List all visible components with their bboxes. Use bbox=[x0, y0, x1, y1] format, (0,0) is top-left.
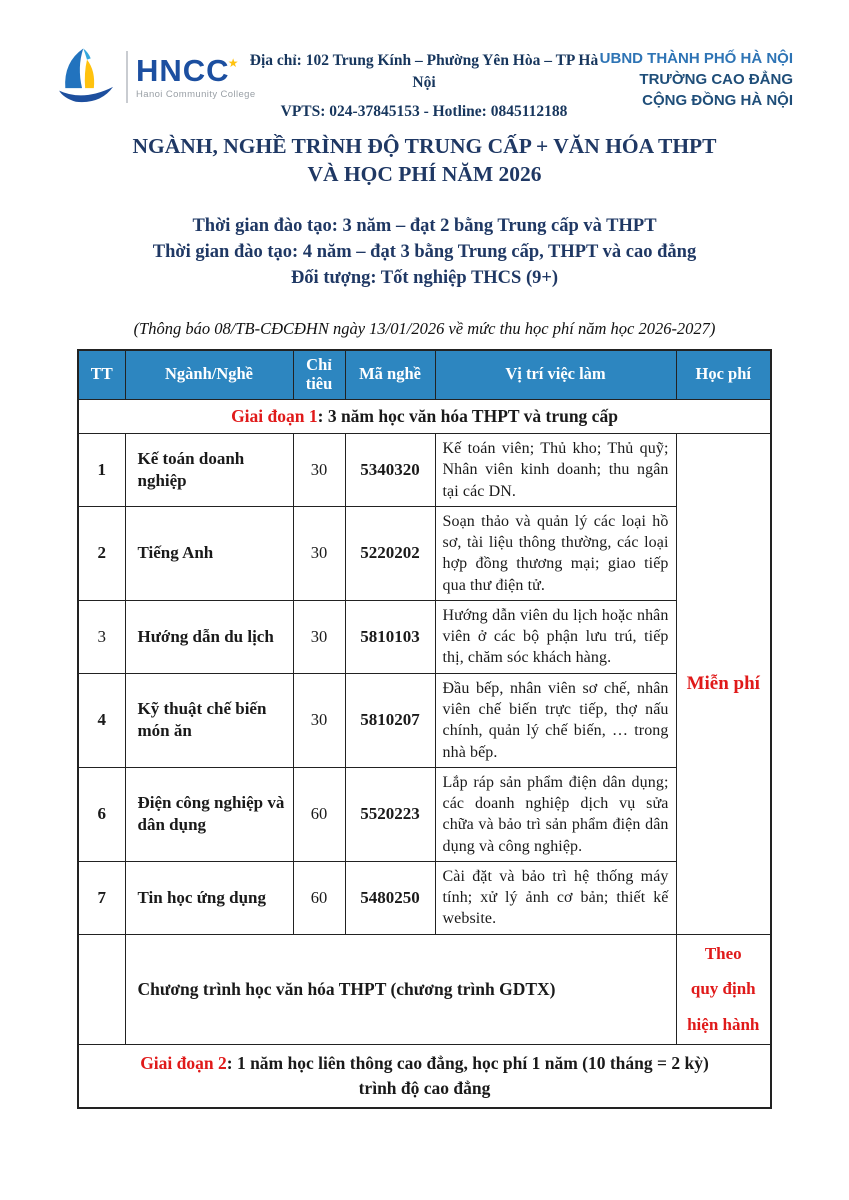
page-title-line1: NGÀNH, NGHỀ TRÌNH ĐỘ TRUNG CẤP + VĂN HÓA THPT bbox=[132, 134, 717, 158]
course-name: Tin học ứng dụng bbox=[125, 861, 293, 934]
page-title-line2: VÀ HỌC PHÍ NĂM 2026 bbox=[307, 161, 542, 186]
course-quota: 60 bbox=[293, 767, 345, 861]
org-parent-name: UBND THÀNH PHỐ HÀ NỘI bbox=[599, 50, 793, 67]
page-title bbox=[0, 133, 849, 189]
header-chi-tieu: Chỉ tiêu bbox=[293, 350, 345, 400]
course-jobs: Soạn thảo và quản lý các loại hồ sơ, tài liệu thông thường, các loại hợp đồng thương mại; giao tiếp qua thư điện tử. bbox=[435, 506, 676, 600]
course-jobs: Kế toán viên; Thủ kho; Thủ quỹ; Nhân viên kinh doanh; thu ngân tại các DN. bbox=[435, 434, 676, 507]
course-row-2 bbox=[78, 506, 771, 600]
logo-text bbox=[136, 52, 256, 100]
star-icon: ★ bbox=[227, 55, 240, 70]
course-code: 5810207 bbox=[345, 673, 435, 767]
program-summary bbox=[0, 213, 849, 292]
course-number: 2 bbox=[78, 506, 125, 600]
thpt-program-label: Chương trình học văn hóa THPT (chương trình GDTX) bbox=[125, 934, 676, 1044]
phase2-line1 bbox=[85, 1051, 764, 1076]
header-hoc-phi: Học phí bbox=[676, 350, 771, 400]
course-code: 5340320 bbox=[345, 434, 435, 507]
announcement-note: (Thông báo 08/TB-CĐCĐHN ngày 13/01/2026 về mức thu học phí năm học 2026-2027) bbox=[133, 318, 716, 338]
header-nganh-nghe: Ngành/Nghề bbox=[125, 350, 293, 400]
tuition-free-cell: Miễn phí bbox=[676, 434, 771, 935]
target-line: Đối tượng: Tốt nghiệp THCS (9+) bbox=[290, 268, 559, 289]
logo-divider bbox=[126, 51, 128, 103]
org-name-line1: TRƯỜNG CAO ĐẲNG bbox=[639, 71, 793, 88]
course-name: Tiếng Anh bbox=[125, 506, 293, 600]
table-header-row bbox=[78, 350, 771, 400]
phase1-label: Giai đoạn 1 bbox=[231, 405, 318, 426]
sailboat-icon bbox=[56, 44, 118, 110]
course-code: 5810103 bbox=[345, 600, 435, 673]
course-number: 4 bbox=[78, 673, 125, 767]
phase2-cell bbox=[78, 1044, 771, 1108]
logo-subtitle: Hanoi Community College bbox=[136, 88, 256, 100]
course-quota: 30 bbox=[293, 673, 345, 767]
thpt-program-row bbox=[78, 934, 771, 1044]
course-number: 3 bbox=[78, 600, 125, 673]
regulation-line2: quy định bbox=[690, 979, 756, 999]
tuition-regulation-cell bbox=[676, 934, 771, 1044]
course-number: 1 bbox=[78, 434, 125, 507]
phase2-line2: trình độ cao đẳng bbox=[358, 1078, 491, 1099]
course-jobs: Hướng dẫn viên du lịch hoặc nhân viên ở các bộ phận lưu trú, tiếp thị, chăm sóc khách hàng. bbox=[435, 600, 676, 673]
header-tt: TT bbox=[78, 350, 125, 400]
duration-line-2: Thời gian đào tạo: 4 năm – đạt 3 bằng Trung cấp, THPT và cao đẳng bbox=[152, 242, 697, 263]
logo-acronym: HNCC ★ bbox=[136, 52, 240, 88]
hncc-logo bbox=[56, 44, 256, 110]
course-quota: 30 bbox=[293, 434, 345, 507]
empty-tt-cell bbox=[78, 934, 125, 1044]
org-name-line2: CỘNG ĐỒNG HÀ NỘI bbox=[642, 92, 793, 109]
course-row-7 bbox=[78, 861, 771, 934]
phase2-label: Giai đoạn 2 bbox=[140, 1052, 227, 1073]
header-vi-tri-viec-lam: Vị trí việc làm bbox=[435, 350, 676, 400]
course-quota: 30 bbox=[293, 600, 345, 673]
course-jobs: Cài đặt và bảo trì hệ thống máy tính; xử lý ảnh cơ bản; thiết kế website. bbox=[435, 861, 676, 934]
phase1-text: : 3 năm học văn hóa THPT và trung cấp bbox=[317, 405, 618, 426]
course-code: 5220202 bbox=[345, 506, 435, 600]
course-row-6 bbox=[78, 767, 771, 861]
duration-line-1: Thời gian đào tạo: 3 năm – đạt 2 bằng Trung cấp và THPT bbox=[192, 215, 657, 236]
regulation-line1: Theo bbox=[704, 943, 742, 963]
course-number: 6 bbox=[78, 767, 125, 861]
course-name: Kỹ thuật chế biến món ăn bbox=[125, 673, 293, 767]
phase1-row bbox=[78, 399, 771, 433]
course-row-4 bbox=[78, 673, 771, 767]
course-name: Hướng dẫn du lịch bbox=[125, 600, 293, 673]
course-code: 5520223 bbox=[345, 767, 435, 861]
tuition-table bbox=[77, 349, 772, 1110]
phase1-cell bbox=[78, 399, 771, 433]
course-quota: 60 bbox=[293, 861, 345, 934]
course-jobs: Lắp ráp sản phẩm điện dân dụng; các doanh nghiệp dịch vụ sửa chữa và bảo trì sản phẩm điện dân dụng và công nghiệp. bbox=[435, 767, 676, 861]
phase2-text: : 1 năm học liên thông cao đẳng, học phí 1 năm (10 tháng = 2 kỳ) bbox=[226, 1052, 709, 1073]
course-quota: 30 bbox=[293, 506, 345, 600]
course-jobs: Đầu bếp, nhân viên sơ chế, nhân viên chế biến trực tiếp, thợ nấu chính, quản lý chế biến, … trong nhà bếp. bbox=[435, 673, 676, 767]
course-name: Kế toán doanh nghiệp bbox=[125, 434, 293, 507]
phone-line: VPTS: 024-37845153 - Hotline: 0845112188 bbox=[280, 102, 568, 120]
page-header bbox=[0, 0, 849, 128]
header-ma-nghe: Mã nghề bbox=[345, 350, 435, 400]
contact-block bbox=[248, 50, 600, 123]
address-line: Địa chỉ: 102 Trung Kính – Phường Yên Hòa – TP Hà Nội bbox=[249, 52, 599, 92]
regulation-line3: hiện hành bbox=[687, 1015, 760, 1034]
course-number: 7 bbox=[78, 861, 125, 934]
course-name: Điện công nghiệp và dân dụng bbox=[125, 767, 293, 861]
course-row-3 bbox=[78, 600, 771, 673]
course-row-1 bbox=[78, 434, 771, 507]
course-code: 5480250 bbox=[345, 861, 435, 934]
organization-block bbox=[600, 48, 793, 111]
phase2-row bbox=[78, 1044, 771, 1108]
